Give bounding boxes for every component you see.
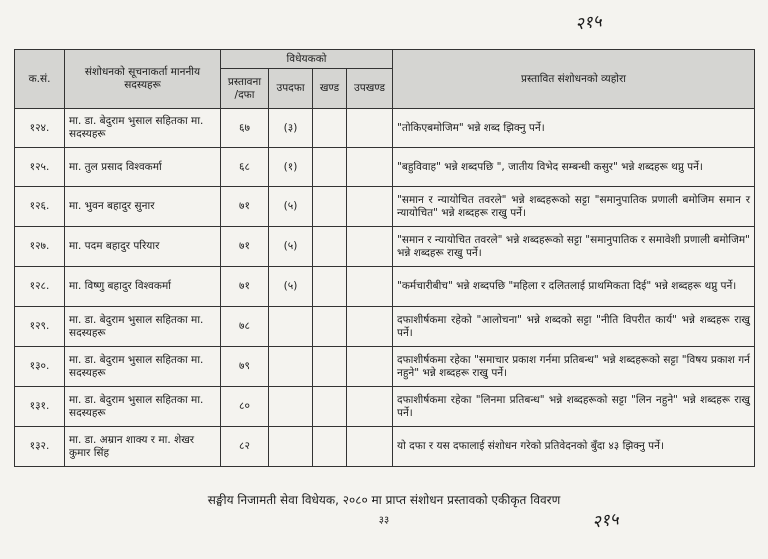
handwritten-signature-mark — [592, 508, 662, 538]
cell-serial: १२४. — [15, 109, 65, 148]
cell-subclause — [347, 109, 393, 148]
cell-amendment: "समान र न्यायोचित तवरले" भन्ने शब्दहरूको सट्टा "समानुपातिक र समावेशी प्रणाली बमोजिम" भन्ने शब्दहरू राखु पर्ने। — [393, 227, 755, 267]
cell-serial: १३२. — [15, 427, 65, 467]
header-subsection: उपदफा — [269, 69, 313, 109]
cell-clause — [313, 307, 347, 347]
cell-clause — [313, 227, 347, 267]
cell-serial: १२७. — [15, 227, 65, 267]
table-row — [15, 307, 755, 347]
cell-serial: १३१. — [15, 387, 65, 427]
cell-section: ७१ — [221, 187, 269, 227]
header-bill: विधेयकको — [221, 50, 393, 69]
header-subclause: उपखण्ड — [347, 69, 393, 109]
cell-clause — [313, 109, 347, 148]
cell-proposer: मा. डा. बेदुराम भुसाल सहितका मा. सदस्यहरू — [65, 387, 221, 427]
cell-subsection: (५) — [269, 227, 313, 267]
cell-proposer: मा. डा. बेदुराम भुसाल सहितका मा. सदस्यहरू — [65, 347, 221, 387]
table-row — [15, 387, 755, 427]
cell-clause — [313, 387, 347, 427]
cell-clause — [313, 187, 347, 227]
cell-subsection — [269, 347, 313, 387]
table-header-row — [15, 50, 755, 69]
cell-subclause — [347, 427, 393, 467]
cell-proposer: मा. डा. बेदुराम भुसाल सहितका मा. सदस्यहरू — [65, 307, 221, 347]
header-clause: खण्ड — [313, 69, 347, 109]
cell-serial: १३०. — [15, 347, 65, 387]
cell-serial: १२६. — [15, 187, 65, 227]
cell-proposer: मा. विष्णु बहादुर विश्वकर्मा — [65, 267, 221, 307]
table-row — [15, 187, 755, 227]
cell-subsection: (५) — [269, 187, 313, 227]
cell-section: ७९ — [221, 347, 269, 387]
cell-clause — [313, 267, 347, 307]
cell-proposer: मा. डा. बेदुराम भुसाल सहितका मा. सदस्यहरू — [65, 109, 221, 148]
cell-subclause — [347, 267, 393, 307]
cell-section: ७८ — [221, 307, 269, 347]
cell-subclause — [347, 187, 393, 227]
table-row — [15, 427, 755, 467]
cell-section: ८२ — [221, 427, 269, 467]
cell-subclause — [347, 387, 393, 427]
cell-subclause — [347, 227, 393, 267]
handwritten-signature-text: २१५ — [590, 509, 621, 533]
cell-amendment: दफाशीर्षकमा रहेका "समाचार प्रकाश गर्नमा प्रतिबन्ध" भन्ने शब्दहरूको सट्टा "विषय प्रकाश गर्न नहुने" भन्ने शब्दहरू राखु पर्ने। — [393, 347, 755, 387]
cell-section: ८० — [221, 387, 269, 427]
cell-subclause — [347, 307, 393, 347]
cell-subsection: (३) — [269, 109, 313, 148]
cell-subclause — [347, 347, 393, 387]
header-proposer: संशोधनको सूचनाकर्ता माननीय सदस्यहरू — [65, 50, 221, 109]
cell-clause — [313, 427, 347, 467]
cell-serial: १२५. — [15, 148, 65, 187]
cell-section: ७१ — [221, 267, 269, 307]
cell-clause — [313, 148, 347, 187]
cell-amendment: "समान र न्यायोचित तवरले" भन्ने शब्दहरूको सट्टा "समानुपातिक प्रणाली बमोजिम समान र न्यायोचित" भन्ने शब्दहरू राखु पर्ने। — [393, 187, 755, 227]
cell-subsection — [269, 387, 313, 427]
header-amendment: प्रस्तावित संशोधनको व्यहोरा — [393, 50, 755, 109]
cell-subsection: (१) — [269, 148, 313, 187]
cell-amendment: "कर्मचारीबीच" भन्ने शब्दपछि "महिला र दलितलाई प्राथमिकता दिई" भन्ने शब्दहरू थप्नु पर्ने। — [393, 267, 755, 307]
cell-section: ७१ — [221, 227, 269, 267]
cell-subsection — [269, 427, 313, 467]
table-row — [15, 109, 755, 148]
cell-section: ६७ — [221, 109, 269, 148]
cell-clause — [313, 347, 347, 387]
cell-amendment: दफाशीर्षकमा रहेको "आलोचना" भन्ने शब्दको सट्टा "नीति विपरीत कार्य" भन्ने शब्दहरू राखु पर्ने। — [393, 307, 755, 347]
cell-subsection: (५) — [269, 267, 313, 307]
cell-serial: १२८. — [15, 267, 65, 307]
cell-subclause — [347, 148, 393, 187]
header-serial: क.सं. — [15, 50, 65, 109]
table-row — [15, 267, 755, 307]
amendment-table — [14, 49, 755, 467]
cell-section: ६८ — [221, 148, 269, 187]
cell-amendment: दफाशीर्षकमा रहेका "लिनमा प्रतिबन्ध" भन्ने शब्दहरूको सट्टा "लिन नहुने" भन्ने शब्दहरू राखु पर्ने। — [393, 387, 755, 427]
cell-proposer: मा. डा. अम्रान शाक्य र मा. शेखर कुमार सिंह — [65, 427, 221, 467]
cell-serial: १२९. — [15, 307, 65, 347]
table-row — [15, 227, 755, 267]
page-number: ३३ — [378, 515, 390, 526]
cell-amendment: "बहुविवाह" भन्ने शब्दपछि ", जातीय विभेद सम्बन्धी कसुर" भन्ने शब्दहरू थप्नु पर्ने। — [393, 148, 755, 187]
handwritten-page-mark-text: २१५ — [573, 11, 604, 35]
cell-proposer: मा. पदम बहादुर परियार — [65, 227, 221, 267]
document-footer-title: सङ्घीय निजामती सेवा विधेयक, २०८० मा प्राप्त संशोधन प्रस्तावको एकीकृत विवरण — [207, 493, 561, 507]
cell-proposer: मा. भुवन बहादुर सुनार — [65, 187, 221, 227]
cell-subsection — [269, 307, 313, 347]
table-row — [15, 148, 755, 187]
table-row — [15, 347, 755, 387]
cell-amendment: यो दफा र यस दफालाई संशोधन गरेको प्रतिवेदनको बुँदा ४३ झिक्नु पर्ने। — [393, 427, 755, 467]
header-preamble-section: प्रस्तावना /दफा — [221, 69, 269, 109]
handwritten-page-mark — [575, 10, 635, 44]
cell-amendment: "तोकिएबमोजिम" भन्ने शब्द झिक्नु पर्ने। — [393, 109, 755, 148]
cell-proposer: मा. तुल प्रसाद विश्वकर्मा — [65, 148, 221, 187]
